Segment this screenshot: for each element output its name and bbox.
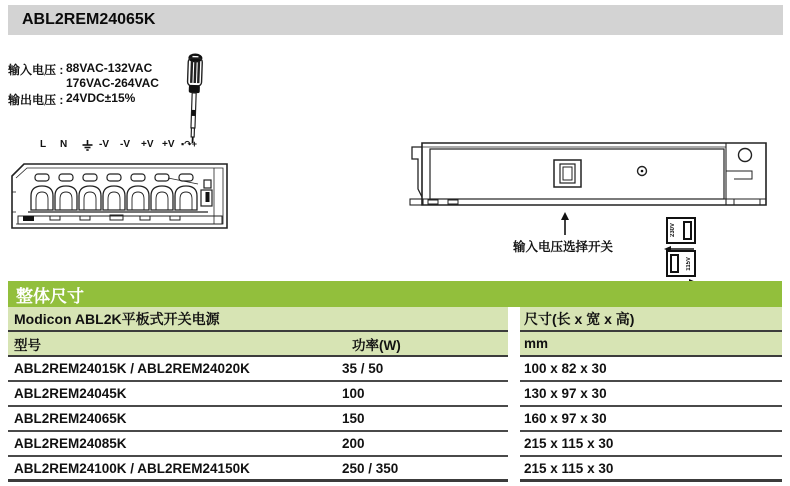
table-title: 整体尺寸 [16,286,84,306]
model-text: ABL2REM24100K / ABL2REM24150K [14,460,250,476]
table-row [8,432,782,457]
model-cell [8,382,508,407]
table-row [8,457,782,482]
power-text: 200 [342,436,365,451]
size-cell [520,432,782,457]
model-cell [8,407,508,432]
size-text: 160 x 97 x 30 [524,411,607,426]
front-view-drawing [8,154,232,234]
dimensions-table [8,281,782,482]
size-text: 100 x 82 x 30 [524,361,607,376]
table-header-row [8,332,782,357]
switch-icon-115v [666,250,696,277]
output-voltage-value: 24VDC±15% [66,91,136,105]
model-text: ABL2REM24045K [14,386,127,401]
model-cell [8,357,508,382]
column-gap [508,407,520,432]
voltage-adjust-marker: ▪↷+ [181,139,197,149]
power-text: 35 / 50 [342,361,384,376]
table-subtitle-row [8,307,782,332]
col-power-label: 功率(W) [352,337,401,353]
model-text: ABL2REM24065K [14,411,127,426]
input-voltage-range2: 176VAC-264VAC [66,76,159,90]
model-text: ABL2REM24015K / ABL2REM24020K [14,361,250,376]
table-row [8,382,782,407]
voltage-selector-callout: 输入电压选择开关 [513,240,614,254]
size-text: 215 x 115 x 30 [524,460,614,476]
terminal-label-plusV-2: +V [162,139,175,150]
voltage-adjust-text: ↷+ [184,139,197,149]
col-model-label: 型号 [14,337,41,353]
column-gap [508,457,520,482]
terminal-label-plusV-1: +V [141,139,154,150]
size-cell [520,457,782,482]
up-arrow-icon [558,212,572,236]
switch-115v-label: 115V [686,256,692,271]
col-unit-label: mm [524,336,549,351]
table-row [8,357,782,382]
column-gap [508,307,520,332]
terminal-label-minusV-1: -V [99,139,109,150]
switch-115v-slider [670,254,679,273]
table-title-bar [8,281,782,307]
column-gap [508,382,520,407]
input-voltage-label: 输入电压 : [8,63,64,77]
column-gap [508,357,520,382]
column-gap [508,432,520,457]
power-text: 100 [342,386,365,401]
model-text: ABL2REM24085K [14,436,127,451]
input-voltage-range1: 88VAC-132VAC [66,61,153,75]
terminal-label-minusV-2: -V [120,139,130,150]
subtitle-left-cell [8,307,508,332]
model-cell [8,457,508,482]
terminal-label-N: N [60,139,68,150]
size-cell [520,407,782,432]
size-text: 130 x 97 x 30 [524,386,607,401]
header-left-cell [8,332,508,357]
product-title: ABL2REM24065K [22,11,156,28]
power-text: 250 / 350 [342,460,399,476]
size-cell [520,382,782,407]
side-view-drawing [404,141,770,215]
size-text: 215 x 115 x 30 [524,436,614,451]
product-title-bar [8,5,783,35]
terminal-label-L: L [40,139,47,150]
switch-230v-slider [683,221,692,240]
table-row [8,407,782,432]
size-cell [520,357,782,382]
switch-icon-230v [666,217,696,244]
subtitle-right-text: 尺寸(长 x 宽 x 高) [524,310,635,327]
subtitle-right-cell [520,307,782,332]
subtitle-left-text: Modicon ABL2K平板式开关电源 [14,310,220,327]
column-gap [508,332,520,357]
power-text: 150 [342,411,365,426]
switch-230v-label: 230V [670,223,676,238]
model-cell [8,432,508,457]
header-right-cell [520,332,782,357]
output-voltage-label: 输出电压 : [8,93,64,107]
earth-ground-icon [82,140,93,151]
screwdriver-icon [179,52,208,145]
